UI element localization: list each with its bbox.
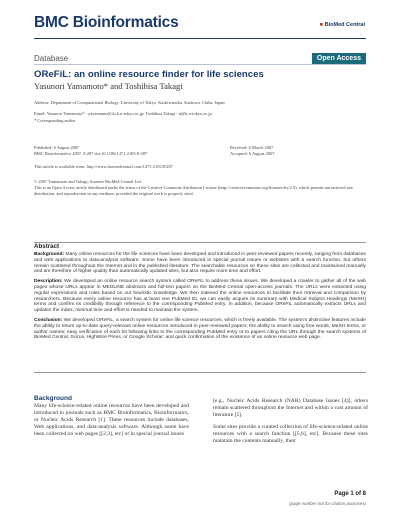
page-number: Page 1 of 8 xyxy=(334,491,366,497)
abstract-background xyxy=(34,252,366,275)
publisher-logo-text: BioMed Central xyxy=(324,22,365,28)
body-text-right-2: Some sites provide a curated collection of life-science-related online resources with a search function [[5,6], etc]. Because these sites maintain the contents manually, their xyxy=(213,423,368,444)
conclusion-text: We developed OReFiL, a search system for online life science resources, which is freely available. The system's distinctive features include the ability to return up-to-date query-relevant online resources introduced in peer-reviewed papers; the ability to search using free words, MeSH terms, or author names; easy verification of each hit following links to the corresponding PubMed entry or to papers citing the URL through the search systems of BioMed Central, Scirus, HighWire Press, or Google Scholar; and quick confirmation of the existence of an online resource web page. xyxy=(34,317,367,341)
conclusion-label: Conclusion: xyxy=(34,317,63,323)
abstract-conclusion xyxy=(34,318,366,341)
citation-line: BMC Bioinformatics 2007, 8:287 doi:10.1186/1471-2105-8-287 xyxy=(34,151,148,156)
article-category: Database xyxy=(34,54,69,63)
body-text-left: Many life-science-related online resources have been developed and introduced in journals such as BMC Bioinformatics, Bioinformatics, or Nucleic Acids Research [1]. These resources include databases, Web applications, and data-analysis software. Although some have been collected on web pages [[2,3], etc] or in special journal issues xyxy=(34,402,189,437)
logo-mark: ■ xyxy=(319,22,324,28)
received-date: Received: 6 March 2007 xyxy=(230,145,274,150)
article-url[interactable]: This article is available from: http://www.biomedcentral.com/1471-2105/8/287 xyxy=(34,164,173,169)
section-heading: Background xyxy=(34,395,72,402)
background-label: Background: xyxy=(34,252,65,257)
publication-info xyxy=(34,145,194,157)
page-note: (page number not for citation purposes) xyxy=(289,501,366,506)
published-date: Published: 6 August 2007 xyxy=(34,145,80,150)
description-label: Description: xyxy=(34,279,63,285)
review-dates xyxy=(230,145,350,157)
open-access-badge: Open Access xyxy=(312,53,366,64)
copyright-line: © 2007 Yamamoto and Takagi; licensee BioMed Central Ltd. xyxy=(34,179,142,184)
copyright-block xyxy=(34,179,364,197)
abstract-heading: Abstract xyxy=(34,243,60,250)
author-address: Address: Department of Computational Biology, University of Tokyo, Kashiwanoha, Kashiwa, Chiba, Japan xyxy=(34,100,225,105)
accepted-date: Accepted: 6 August 2007 xyxy=(230,151,275,156)
publisher-logo[interactable] xyxy=(320,22,365,28)
abstract-description xyxy=(34,279,366,314)
description-text: We developed an online resource search system called OReFiL to address these issues. We developed a crawler to gather all of the web pages whose URLs appear in MEDLINE abstracts and full-text papers on the BioMed Central open-access journals. The URLs were extracted using regular expressions and rules based on our heuristic knowledge. We then indexed the online resources to facilitate their retrieval and comparison by researchers. Because every online resource has at least one PubMed ID, we can easily acquire its summary with Medical Subject Headings (MeSH) terms and confirm its credibility through reference to the corresponding PubMed entry. In addition, because OReFiL automatically extracts URLs and updates the index, minimal time and effort is needed to maintain the system. xyxy=(34,279,367,314)
category-divider xyxy=(34,64,366,65)
license-text: This is an Open Access article distributed under the terms of the Creative Commons Attribution License (http://creativecommons.org/licenses/by/2.0), which permits unrestricted use, distribution, and reproduction in any medium, provided the original work is properly cited. xyxy=(34,185,354,196)
author-emails[interactable]: Email: Yasunori Yamamoto* - yayamamo@cb.k.u-tokyo.ac.jp; Toshihisa Takagi - tt@k.u-tokyo.ac.jp xyxy=(34,111,212,116)
article-title: OReFiL: an online resource finder for life sciences xyxy=(34,69,264,80)
journal-name: BMC Bioinformatics xyxy=(34,14,179,31)
article-authors: Yasunori Yamamoto* and Toshihisa Takagi xyxy=(34,81,183,91)
body-text-right-1: [e.g., Nucleic Acids Research (NAR) Database Issues [4]], others remain scattered throughout the Internet and within a vast amount of literature [5]. xyxy=(213,398,368,418)
header-divider xyxy=(34,38,366,39)
body-column-left xyxy=(34,396,189,437)
corresponding-note: * Corresponding author xyxy=(34,118,76,123)
background-text: Many online resources for the life sciences have been developed and introduced in peer-reviewed papers recently, ranging from databases and web applications to data-analysis software. Some have been introduced in special journal issues or websites with a search function, but others remain scattered throughout the Internet and in the published literature. The searchable resources on these sites are collected and maintained manually and are therefore of higher quality than automatically updated sites, but also require more time and effort. xyxy=(34,252,366,275)
abstract-body xyxy=(34,252,366,345)
body-column-right xyxy=(213,398,368,449)
